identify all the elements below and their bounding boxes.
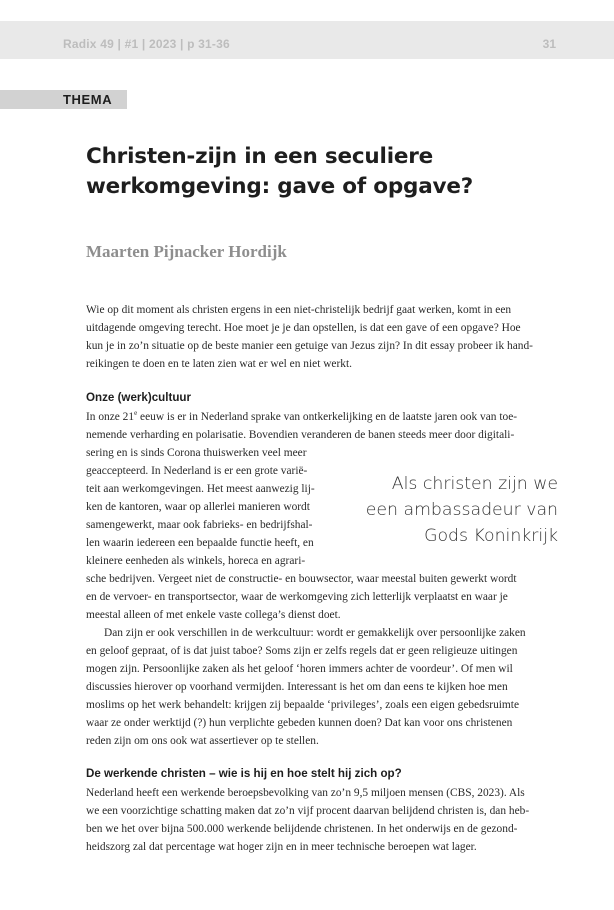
body-line: ben we het over bijna 500.000 werkende belijdende christenen. In het onderwijs en de gezond- (86, 823, 518, 835)
body-line: heidszorg zal dat percentage wat hoger zijn en in meer technische beroepen wat lager. (86, 841, 477, 853)
body-line: In onze 21e eeuw is er in Nederland sprake van ontkerkelijking en de laatste jaren ook van toe- (86, 409, 518, 423)
body-line: en geloof gepraat, of is dat juist taboe? Soms zijn er zelfs regels dat er geen religieuze uitingen (86, 645, 518, 657)
section-heading-werkende-christen: De werkende christen – wie is hij en hoe stelt hij zich op? (86, 767, 402, 780)
intro-line: kun je in zo’n situatie op de beste manier een getuige van Jezus zijn? In dit essay probeer ik hand- (86, 340, 533, 352)
body-line: nemende verharding en polarisatie. Bovendien veranderen de banen steeds meer door digitali- (86, 429, 515, 441)
body-line: we een voorzichtige schatting maken dat zo’n vijf procent daarvan belijdend christen is, dan heb- (86, 805, 530, 817)
body-line-narrow: kleinere eenheden als winkels, horeca en agrari- (86, 555, 306, 567)
body-line-narrow: geaccepteerd. In Nederland is er een grote varië- (86, 465, 308, 477)
section-label: THEMA (63, 92, 113, 107)
journal-reference: Radix 49 | #1 | 2023 | p 31-36 (63, 37, 230, 51)
intro-line: uitdagende omgeving terecht. Hoe moet je je dan opstellen, is dat een gave of een opgave? Hoe (86, 322, 521, 334)
body-line: Nederland heeft een werkende beroepsbevolking van zo’n 9,5 miljoen mensen (CBS, 2023). Als (86, 787, 525, 799)
body-line: discussies hierover op voorhand vermijden. Interessant is het om dan eens te kijken hoe men (86, 681, 508, 693)
body-line: en de vervoer- en transportsector, waar de werkomgeving zich letterlijk verplaatst en waar je (86, 591, 508, 603)
body-line: sche bedrijven. Vergeet niet de constructie- en bouwsector, waar meestal buiten gewerkt wordt (86, 573, 517, 585)
body-line: waar ze onder werktijd (?) hun verplichte gebeden kunnen doen? Dat kan voor ons christenen (86, 717, 513, 729)
intro-line: Wie op dit moment als christen ergens in een niet-christelijk bedrijf gaat werken, komt in een (86, 304, 512, 316)
body-line: Dan zijn er ook verschillen in de werkcultuur: wordt er gemakkelijk over persoonlijke zaken (104, 627, 526, 639)
pull-quote: Als christen zijn we een ambassadeur van Gods Koninkrijk (365, 474, 558, 546)
body-line: reden zijn om ons ook wat assertiever op te stellen. (86, 735, 319, 747)
section-heading-werkcultuur: Onze (werk)cultuur (86, 391, 192, 404)
body-line: meestal alleen of met enkele vaste collega’s dienst doet. (86, 609, 341, 621)
page-number: 31 (542, 37, 556, 51)
intro-line: reikingen te doen en te laten zien wat er wel en niet werkt. (86, 358, 352, 370)
body-line: mogen zijn. Persoonlijke zaken als het geloof ‘horen immers achter de voordeur’. Of men wil (86, 663, 513, 675)
body-line-narrow: samengewerkt, maar ook fabrieks- en bedrijfshal- (86, 519, 313, 531)
article-author: Maarten Pijnacker Hordijk (86, 242, 287, 261)
section-label-box (0, 90, 127, 109)
body-line-narrow: sering en is sinds Corona thuiswerken veel meer (86, 447, 307, 459)
body-line: moslims op het werk behandelt: krijgen zij bepaalde ‘privileges’, zoals een eigen gebedsruimte (86, 699, 520, 711)
body-line-narrow: ken de kantoren, waar op allerlei manieren wordt (86, 501, 310, 513)
body-line-narrow: len waarin iedereen een bepaalde functie heeft, en (86, 537, 314, 549)
body-line-narrow: teit aan werkomgevingen. Het meest aanwezig lij- (86, 483, 315, 495)
article-title: Christen-zijn in een seculiere werkomgeving: gave of opgave? (86, 144, 473, 199)
